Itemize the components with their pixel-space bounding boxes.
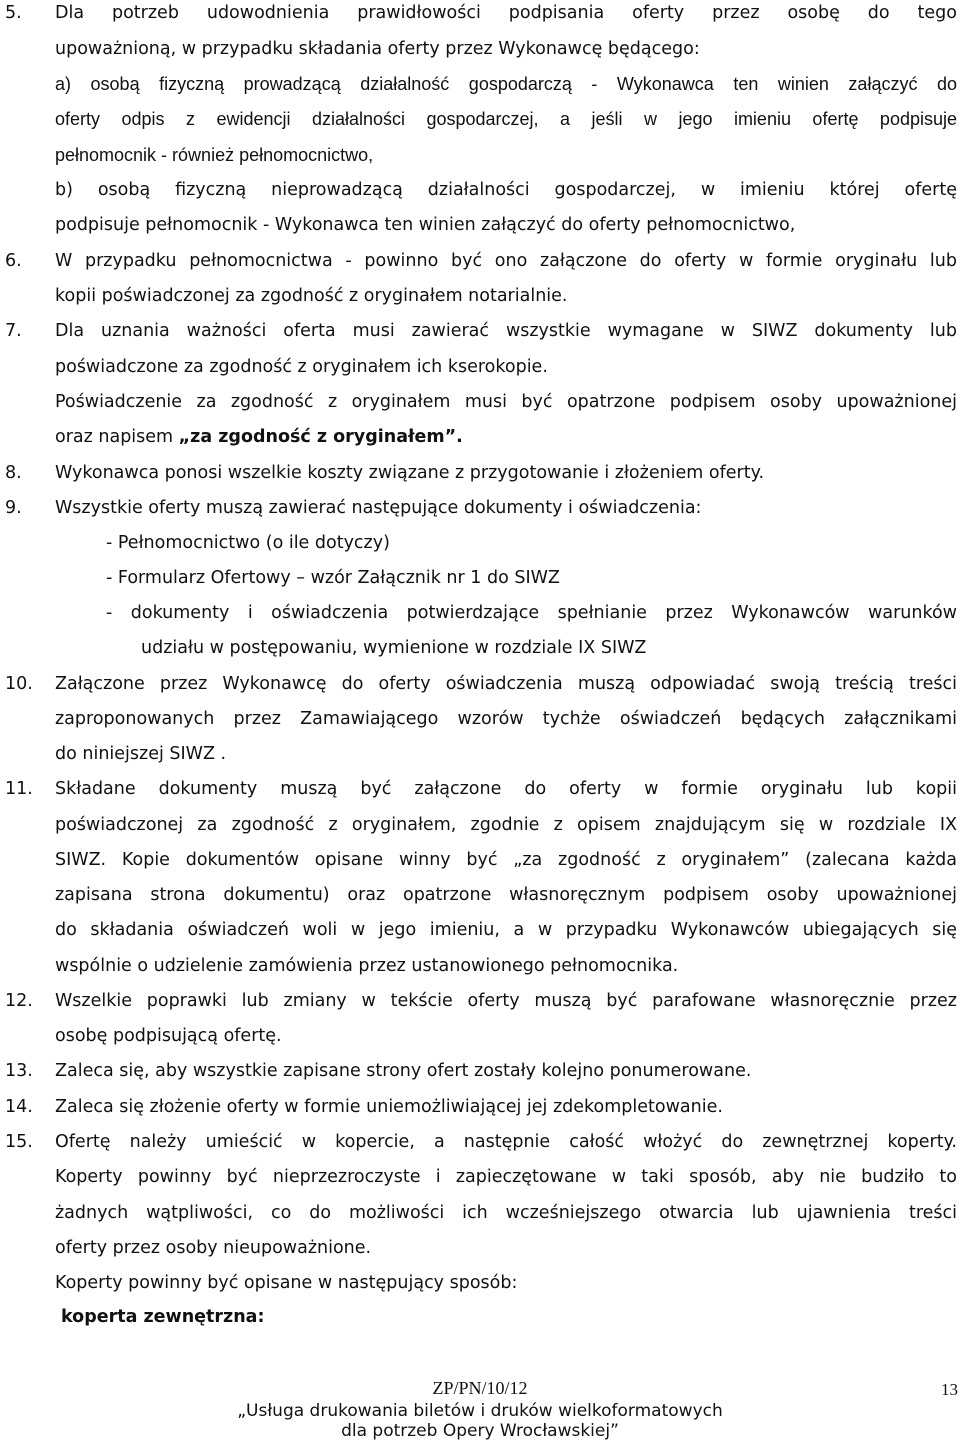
item-5-line-6: b) osobą fizyczną nieprowadzącą działalności gospodarczej, w imieniu której ofertę <box>55 180 957 200</box>
footer-reference: ZP/PN/10/12 <box>432 1378 528 1398</box>
item-5-line-4: oferty odpis z ewidencji działalności gospodarczej, a jeśli w jego imieniu ofertę podpisuje <box>55 109 957 129</box>
item-number-5: 5. <box>5 3 22 23</box>
item-5-line-2: upoważnioną, w przypadku składania oferty przez Wykonawcę będącego: <box>55 39 700 59</box>
item-number-15: 15. <box>5 1132 33 1152</box>
item-number-7: 7. <box>5 321 22 341</box>
item-number-8: 8. <box>5 463 22 483</box>
footer-title-line-1: „Usługa drukowania biletów i druków wielkoformatowych <box>237 1401 723 1421</box>
item-15-line-4: oferty przez osoby nieupoważnione. <box>55 1238 372 1258</box>
item-10-line-3: do niniejszej SIWZ . <box>55 744 227 764</box>
item-14-line-1: Zaleca się złożenie oferty w formie uniemożliwiającej jej zdekompletowanie. <box>55 1097 723 1117</box>
item-10-line-1: Załączone przez Wykonawcę do oferty oświadczenia muszą odpowiadać swoją treścią treści <box>55 674 957 694</box>
item-13-line-1: Zaleca się, aby wszystkie zapisane strony ofert zostały kolejno ponumerowane. <box>55 1061 752 1081</box>
item-5-line-3: a) osobą fizyczną prowadzącą działalność gospodarczą - Wykonawca ten winien załączyć do <box>55 74 957 94</box>
item-11-line-2: poświadczonej za zgodność z oryginałem, zgodnie z opisem znajdującym się w rozdziale IX <box>55 815 957 835</box>
item-11-line-5: do składania oświadczeń woli w jego imieniu, a w przypadku Wykonawców ubiegających się <box>55 920 957 940</box>
page-number: 13 <box>941 1380 958 1399</box>
item-number-9: 9. <box>5 498 22 518</box>
envelope-heading: koperta zewnętrzna: <box>61 1307 265 1327</box>
item-5-line-1: Dla potrzeb udowodnienia prawidłowości podpisania oferty przez osobę do tego <box>55 3 957 23</box>
item-9-bullet-3: - dokumenty i oświadczenia potwierdzające spełnianie przez Wykonawców warunków <box>106 603 957 623</box>
item-6-line-1: W przypadku pełnomocnictwa - powinno być ono załączone do oferty w formie oryginału lub <box>55 251 957 271</box>
item-number-11: 11. <box>5 779 33 799</box>
item-11-line-3: SIWZ. Kopie dokumentów opisane winny być „za zgodność z oryginałem” (zalecana każda <box>55 850 957 870</box>
item-12-line-1: Wszelkie poprawki lub zmiany w tekście oferty muszą być parafowane własnoręcznie przez <box>55 991 957 1011</box>
item-7-emphasis: „za zgodność z oryginałem”. <box>178 427 463 447</box>
item-9-bullet-3-cont: udziału w postępowaniu, wymienione w rozdziale IX SIWZ <box>141 638 647 658</box>
item-11-line-6: wspólnie o udzielenie zamówienia przez ustanowionego pełnomocnika. <box>55 956 679 976</box>
item-15-line-1: Ofertę należy umieścić w kopercie, a następnie całość włożyć do zewnętrznej koperty. <box>55 1132 957 1152</box>
item-15-line-2: Koperty powinny być nieprzezroczyste i zapieczętowane w taki sposób, aby nie budziło to <box>55 1167 957 1187</box>
item-11-line-1: Składane dokumenty muszą być załączone do oferty w formie oryginału lub kopii <box>55 779 957 799</box>
item-15-line-3: żadnych wątpliwości, co do możliwości ich wcześniejszego otwarcia lub ujawnienia treści <box>55 1203 957 1223</box>
item-12-line-2: osobę podpisującą ofertę. <box>55 1026 282 1046</box>
item-9-bullet-1: - Pełnomocnictwo (o ile dotyczy) <box>106 533 390 553</box>
item-7-line-4 <box>55 426 463 448</box>
item-7-line-2: poświadczone za zgodność z oryginałem ich kserokopie. <box>55 357 548 377</box>
item-8-line-1: Wykonawca ponosi wszelkie koszty związane z przygotowanie i złożeniem oferty. <box>55 463 765 483</box>
footer-title-line-2: dla potrzeb Opery Wrocławskiej” <box>341 1421 619 1441</box>
item-9-line-1: Wszystkie oferty muszą zawierać następujące dokumenty i oświadczenia: <box>55 498 702 518</box>
item-number-6: 6. <box>5 251 22 271</box>
item-number-13: 13. <box>5 1061 33 1081</box>
item-5-line-7: podpisuje pełnomocnik - Wykonawca ten winien załączyć do oferty pełnomocnictwo, <box>55 215 796 235</box>
item-6-line-2: kopii poświadczonej za zgodność z oryginałem notarialnie. <box>55 286 568 306</box>
item-11-line-4: zapisana strona dokumentu) oraz opatrzone własnoręcznym podpisem osoby upoważnionej <box>55 885 957 905</box>
item-7-line-4-prefix: oraz napisem <box>55 427 179 447</box>
item-15-line-5: Koperty powinny być opisane w następujący sposób: <box>55 1273 518 1293</box>
item-9-bullet-2: - Formularz Ofertowy – wzór Załącznik nr 1 do SIWZ <box>106 568 560 588</box>
item-7-line-3: Poświadczenie za zgodność z oryginałem musi być opatrzone podpisem osoby upoważnionej <box>55 392 957 412</box>
item-number-12: 12. <box>5 991 33 1011</box>
item-7-line-1: Dla uznania ważności oferta musi zawierać wszystkie wymagane w SIWZ dokumenty lub <box>55 321 957 341</box>
item-5-line-5: pełnomocnik - również pełnomocnictwo, <box>55 145 374 165</box>
item-number-10: 10. <box>5 674 33 694</box>
item-number-14: 14. <box>5 1097 33 1117</box>
item-10-line-2: zaproponowanych przez Zamawiającego wzorów tychże oświadczeń będących załącznikami <box>55 709 957 729</box>
